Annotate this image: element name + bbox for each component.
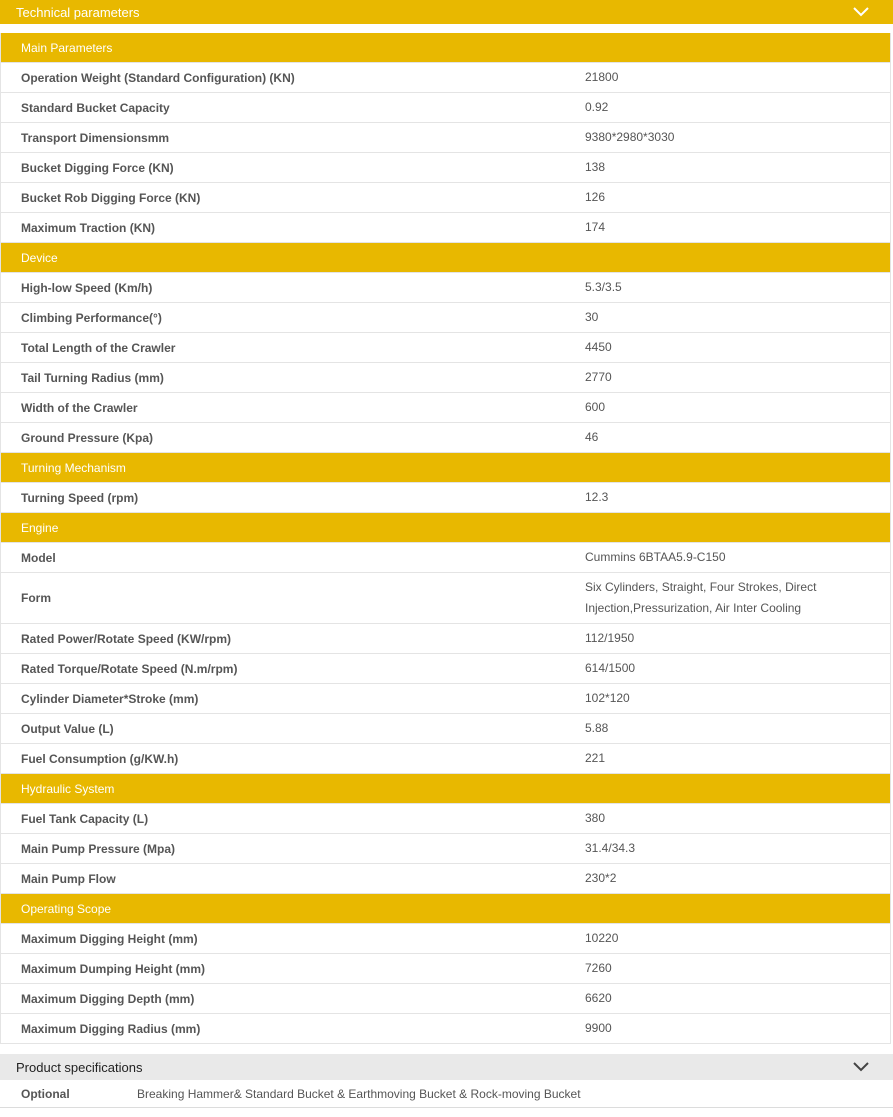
- table-row: [1, 684, 891, 714]
- product-specifications-header[interactable]: [0, 1054, 893, 1080]
- table-row: [1, 804, 891, 834]
- param-label: Maximum Digging Depth (mm): [1, 984, 586, 1014]
- param-label: Rated Torque/Rotate Speed (N.m/rpm): [1, 654, 586, 684]
- table-row: [1, 423, 891, 453]
- param-label: Bucket Rob Digging Force (KN): [1, 183, 586, 213]
- param-value: 5.88: [585, 714, 891, 744]
- section-title: Hydraulic System: [1, 774, 891, 804]
- section-title: Operating Scope: [1, 894, 891, 924]
- param-value: 221: [585, 744, 891, 774]
- param-label: Bucket Digging Force (KN): [1, 153, 586, 183]
- table-row: [1, 363, 891, 393]
- optional-value: Breaking Hammer& Standard Bucket & Earthmoving Bucket & Rock-moving Bucket: [137, 1086, 581, 1101]
- table-row: [1, 984, 891, 1014]
- technical-parameters-title: Technical parameters: [16, 4, 140, 20]
- param-label: Width of the Crawler: [1, 393, 586, 423]
- param-label: Cylinder Diameter*Stroke (mm): [1, 684, 586, 714]
- param-value: 614/1500: [585, 654, 891, 684]
- param-value: 2770: [585, 363, 891, 393]
- param-value: 102*120: [585, 684, 891, 714]
- table-row: [1, 744, 891, 774]
- section-title: Turning Mechanism: [1, 453, 891, 483]
- param-label: Maximum Dumping Height (mm): [1, 954, 586, 984]
- param-value: 10220: [585, 924, 891, 954]
- table-row: [1, 924, 891, 954]
- param-label: Main Pump Pressure (Mpa): [1, 834, 586, 864]
- table-row: [1, 864, 891, 894]
- param-label: Ground Pressure (Kpa): [1, 423, 586, 453]
- param-value: 0.92: [585, 93, 891, 123]
- table-row: [1, 93, 891, 123]
- param-label: High-low Speed (Km/h): [1, 273, 586, 303]
- optional-row: [0, 1080, 893, 1108]
- param-label: Form: [1, 573, 586, 624]
- section-header: [1, 894, 891, 924]
- param-label: Main Pump Flow: [1, 864, 586, 894]
- table-row: [1, 654, 891, 684]
- param-value: 12.3: [585, 483, 891, 513]
- param-value: 174: [585, 213, 891, 243]
- param-label: Standard Bucket Capacity: [1, 93, 586, 123]
- optional-label: Optional: [21, 1086, 70, 1101]
- param-label: Total Length of the Crawler: [1, 333, 586, 363]
- param-label: Operation Weight (Standard Configuration) (KN): [1, 63, 586, 93]
- table-row: [1, 273, 891, 303]
- table-row: [1, 213, 891, 243]
- table-row: [1, 153, 891, 183]
- table-row: [1, 543, 891, 573]
- param-value: 30: [585, 303, 891, 333]
- param-label: Rated Power/Rotate Speed (KW/rpm): [1, 624, 586, 654]
- param-label: Maximum Digging Radius (mm): [1, 1014, 586, 1044]
- table-row: [1, 483, 891, 513]
- param-label: Fuel Tank Capacity (L): [1, 804, 586, 834]
- technical-parameters-header[interactable]: [0, 0, 893, 24]
- param-value: 138: [585, 153, 891, 183]
- table-row: [1, 183, 891, 213]
- table-row: [1, 573, 891, 624]
- table-row: [1, 624, 891, 654]
- section-title: Main Parameters: [1, 33, 891, 63]
- table-row: [1, 123, 891, 153]
- param-value: 46: [585, 423, 891, 453]
- param-label: Model: [1, 543, 586, 573]
- chevron-down-icon[interactable]: [853, 5, 869, 17]
- table-row: [1, 63, 891, 93]
- section-header: [1, 513, 891, 543]
- param-value: 230*2: [585, 864, 891, 894]
- section-title: Device: [1, 243, 891, 273]
- section-header: [1, 453, 891, 483]
- param-value: 7260: [585, 954, 891, 984]
- section-header: [1, 33, 891, 63]
- param-value: 9900: [585, 1014, 891, 1044]
- table-row: [1, 834, 891, 864]
- param-label: Maximum Digging Height (mm): [1, 924, 586, 954]
- param-value: 21800: [585, 63, 891, 93]
- param-value: Six Cylinders, Straight, Four Strokes, Direct Injection,Pressurization, Air Inter Cooling: [585, 573, 891, 624]
- product-specifications-title: Product specifications: [16, 1059, 143, 1075]
- param-label: Turning Speed (rpm): [1, 483, 586, 513]
- section-header: [1, 243, 891, 273]
- param-value: 112/1950: [585, 624, 891, 654]
- param-value: 380: [585, 804, 891, 834]
- section-header: [1, 774, 891, 804]
- table-row: [1, 333, 891, 363]
- param-value: 31.4/34.3: [585, 834, 891, 864]
- param-label: Climbing Performance(°): [1, 303, 586, 333]
- table-row: [1, 954, 891, 984]
- table-row: [1, 1014, 891, 1044]
- param-label: Transport Dimensionsmm: [1, 123, 586, 153]
- param-label: Tail Turning Radius (mm): [1, 363, 586, 393]
- table-row: [1, 303, 891, 333]
- param-label: Fuel Consumption (g/KW.h): [1, 744, 586, 774]
- param-value: 5.3/3.5: [585, 273, 891, 303]
- param-value: 126: [585, 183, 891, 213]
- param-value: 6620: [585, 984, 891, 1014]
- chevron-down-icon[interactable]: [853, 1060, 869, 1072]
- param-value: 600: [585, 393, 891, 423]
- param-label: Maximum Traction (KN): [1, 213, 586, 243]
- parameters-table: [0, 33, 891, 1044]
- section-title: Engine: [1, 513, 891, 543]
- table-row: [1, 393, 891, 423]
- param-value: Cummins 6BTAA5.9-C150: [585, 543, 891, 573]
- param-value: 9380*2980*3030: [585, 123, 891, 153]
- param-value: 4450: [585, 333, 891, 363]
- table-row: [1, 714, 891, 744]
- param-label: Output Value (L): [1, 714, 586, 744]
